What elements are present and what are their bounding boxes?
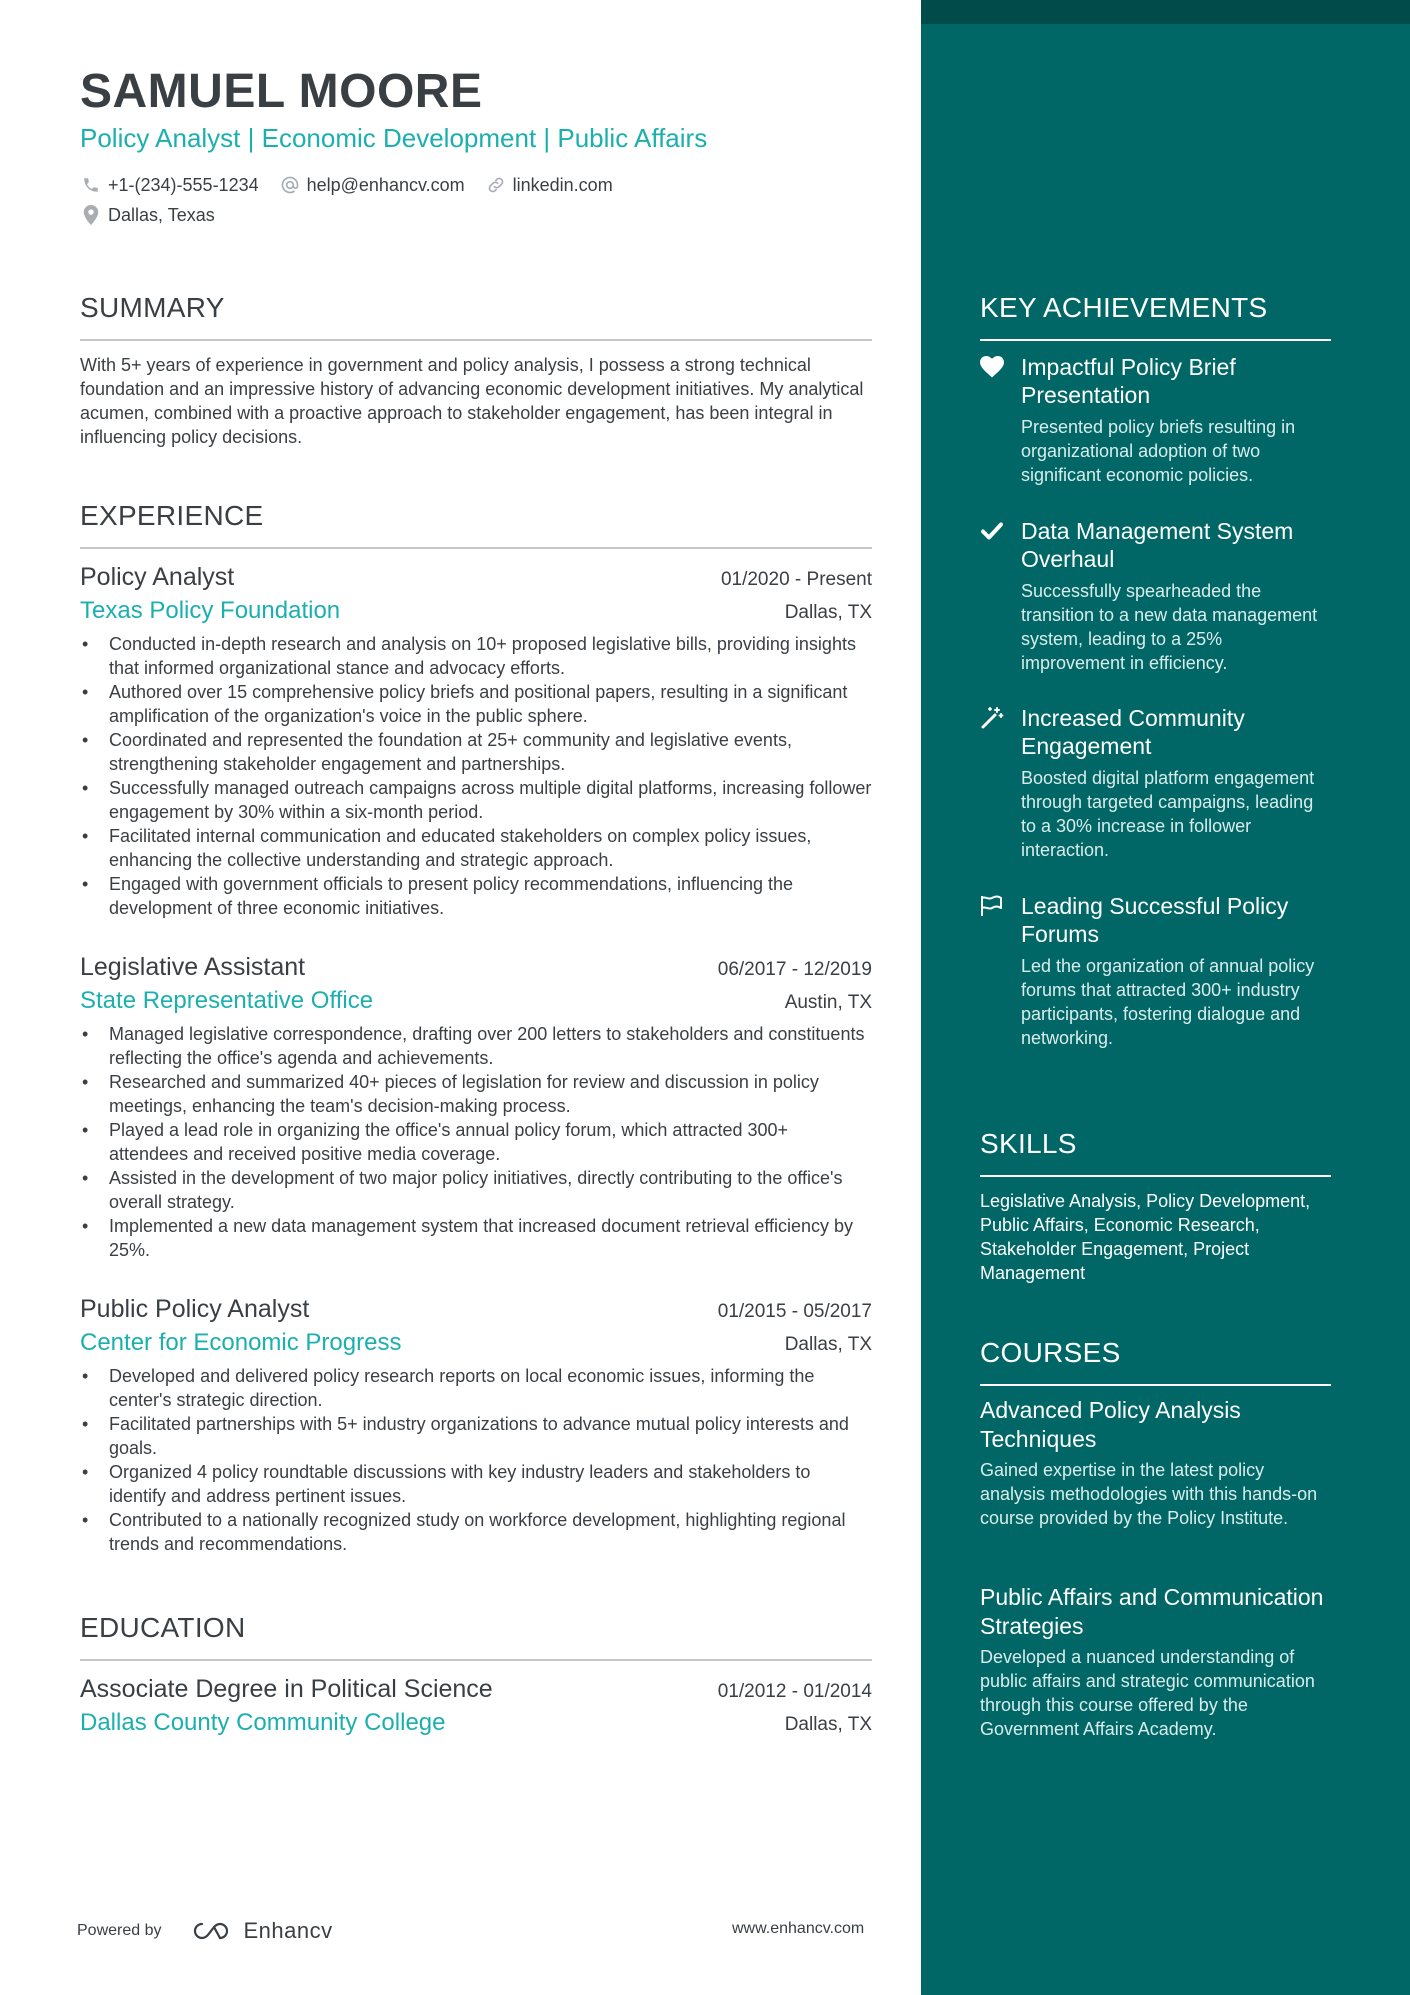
footer-powered-by: [77, 1918, 333, 1944]
bullet-item: • Managed legislative correspondence, drafting over 200 letters to stakeholders and constituents reflecting the office's agenda and achievements.: [80, 1022, 872, 1070]
job-dates: 01/2020 - Present: [720, 569, 872, 590]
job-location: Dallas, TX: [784, 602, 872, 623]
experience-heading: EXPERIENCE: [80, 499, 872, 549]
achievement-item: [980, 353, 1331, 487]
location-text: Dallas, Texas: [108, 204, 215, 225]
job-entry: [80, 950, 872, 1262]
education-dates: 01/2012 - 01/2014: [717, 1681, 872, 1702]
flag-icon: [980, 892, 1006, 920]
achievements-heading: KEY ACHIEVEMENTS: [980, 291, 1331, 341]
job-company: State Representative Office: [80, 987, 374, 1014]
job-title: Public Policy Analyst: [80, 1295, 310, 1323]
bullet-item: • Assisted in the development of two major policy initiatives, directly contributing to the office's overall strategy.: [80, 1166, 872, 1214]
link-icon: [485, 174, 507, 196]
school-location: Dallas, TX: [784, 1714, 872, 1735]
achievement-title: Data Management System Overhaul: [1021, 518, 1294, 572]
achievement-item: [980, 517, 1331, 675]
job-entry: [80, 560, 872, 920]
achievement-title: Increased Community Engagement: [1021, 705, 1245, 759]
job-title: Policy Analyst: [80, 563, 235, 591]
phone-text: +1-(234)-555-1234: [108, 174, 259, 195]
summary-heading: SUMMARY: [80, 291, 872, 341]
email-contact[interactable]: [279, 174, 465, 196]
course-item: [980, 1396, 1331, 1530]
course-desc: Gained expertise in the latest policy analysis methodologies with this hands-on course provided by the Policy Institute.: [980, 1460, 1318, 1528]
phone-icon: [80, 174, 102, 196]
bullet-item: • Researched and summarized 40+ pieces of legislation for review and discussion in policy meetings, enhancing the team's decision-making process.: [80, 1070, 872, 1118]
achievement-desc: Presented policy briefs resulting in organizational adoption of two significant economic policies.: [1021, 417, 1296, 485]
enhancv-logo[interactable]: [188, 1918, 333, 1944]
bullet-item: • Conducted in-depth research and analysis on 10+ proposed legislative bills, providing insights that informed organizational stance and advocacy efforts.: [80, 632, 872, 680]
footer-website[interactable]: www.enhancv.com: [732, 1920, 865, 1937]
email-text[interactable]: help@enhancv.com: [306, 174, 465, 195]
skills-heading: SKILLS: [980, 1127, 1331, 1177]
contact-info: [80, 172, 633, 232]
summary-text: With 5+ years of experience in government and policy analysis, I possess a strong technical foundation and an impressive history of advancing economic development initiatives. My analytical acumen, combined with a proactive approach to stakeholder engagement, has been integral in influencing policy decisions.: [80, 355, 864, 447]
enhancv-brand-text: Enhancv: [243, 1918, 333, 1943]
job-bullets: [80, 1364, 872, 1556]
course-desc: Developed a nuanced understanding of public affairs and strategic communication through this course offered by the Government Affairs Academy.: [980, 1647, 1315, 1739]
skills-text: Legislative Analysis, Policy Development, Public Affairs, Economic Research, Stakeholder Engagement, Project Management: [980, 1191, 1311, 1283]
powered-by-text: Powered by: [77, 1922, 162, 1939]
course-title: Public Affairs and Communication Strategies: [980, 1584, 1324, 1639]
check-icon: [980, 517, 1006, 545]
job-company: Center for Economic Progress: [80, 1329, 402, 1356]
heart-icon: [980, 353, 1006, 381]
bullet-item: • Authored over 15 comprehensive policy briefs and positional papers, resulting in a significant amplification of the organization's voice in the public sphere.: [80, 680, 872, 728]
sidebar-top-band: [921, 0, 1410, 24]
job-company: Texas Policy Foundation: [80, 597, 341, 624]
school-name: Dallas County Community College: [80, 1709, 446, 1736]
achievement-desc: Led the organization of annual policy forums that attracted 300+ industry participants, fostering dialogue and networking.: [1021, 956, 1315, 1048]
job-dates: 06/2017 - 12/2019: [717, 959, 872, 980]
achievement-title: Impactful Policy Brief Presentation: [1021, 354, 1236, 408]
achievement-item: [980, 704, 1331, 862]
linkedin-contact[interactable]: [485, 174, 613, 196]
sidebar: [921, 0, 1410, 1995]
candidate-name: SAMUEL MOORE: [80, 65, 483, 118]
bullet-item: • Facilitated internal communication and educated stakeholders on complex policy issues, enhancing the collective understanding and strategic approach.: [80, 824, 872, 872]
linkedin-text[interactable]: linkedin.com: [512, 174, 613, 195]
courses-heading: COURSES: [980, 1336, 1331, 1386]
at-icon: [279, 174, 301, 196]
course-item: [980, 1583, 1331, 1741]
job-dates: 01/2015 - 05/2017: [717, 1301, 872, 1322]
job-bullets: [80, 632, 872, 920]
achievement-desc: Boosted digital platform engagement through targeted campaigns, leading to a 30% increase in follower interaction.: [1021, 768, 1315, 860]
magic-wand-icon: [980, 704, 1006, 732]
phone-contact: [80, 174, 259, 196]
education-entry: [80, 1672, 872, 1740]
bullet-item: • Developed and delivered policy research reports on local economic issues, informing the center's strategic direction.: [80, 1364, 872, 1412]
headline: Policy Analyst | Economic Development | Public Affairs: [80, 123, 708, 153]
achievement-desc: Successfully spearheaded the transition to a new data management system, leading to a 25% improvement in efficiency.: [1021, 581, 1318, 673]
job-entry: [80, 1292, 872, 1556]
bullet-item: • Played a lead role in organizing the office's annual policy forum, which attracted 300+ attendees and received positive media coverage.: [80, 1118, 872, 1166]
bullet-item: • Engaged with government officials to present policy recommendations, influencing the development of three economic initiatives.: [80, 872, 872, 920]
enhancv-logo-icon: [188, 1919, 234, 1943]
education-heading: EDUCATION: [80, 1611, 872, 1661]
achievement-title: Leading Successful Policy Forums: [1021, 893, 1289, 947]
course-title: Advanced Policy Analysis Techniques: [980, 1397, 1241, 1452]
degree-title: Associate Degree in Political Science: [80, 1675, 493, 1703]
job-title: Legislative Assistant: [80, 953, 306, 981]
achievement-item: [980, 892, 1331, 1050]
bullet-item: • Implemented a new data management system that increased document retrieval efficiency by 25%.: [80, 1214, 872, 1262]
bullet-item: • Successfully managed outreach campaigns across multiple digital platforms, increasing follower engagement by 30% within a six-month period.: [80, 776, 872, 824]
bullet-item: • Contributed to a nationally recognized study on workforce development, highlighting regional trends and recommendations.: [80, 1508, 872, 1556]
job-location: Dallas, TX: [784, 1334, 872, 1355]
location-pin-icon: [80, 204, 102, 226]
bullet-item: • Facilitated partnerships with 5+ industry organizations to advance mutual policy interests and goals.: [80, 1412, 872, 1460]
bullet-item: • Organized 4 policy roundtable discussions with key industry leaders and stakeholders to identify and address pertinent issues.: [80, 1460, 872, 1508]
location-contact: [80, 204, 215, 226]
job-bullets: [80, 1022, 872, 1262]
job-location: Austin, TX: [784, 992, 872, 1013]
bullet-item: • Coordinated and represented the foundation at 25+ community and legislative events, strengthening stakeholder engagement and partnerships.: [80, 728, 872, 776]
